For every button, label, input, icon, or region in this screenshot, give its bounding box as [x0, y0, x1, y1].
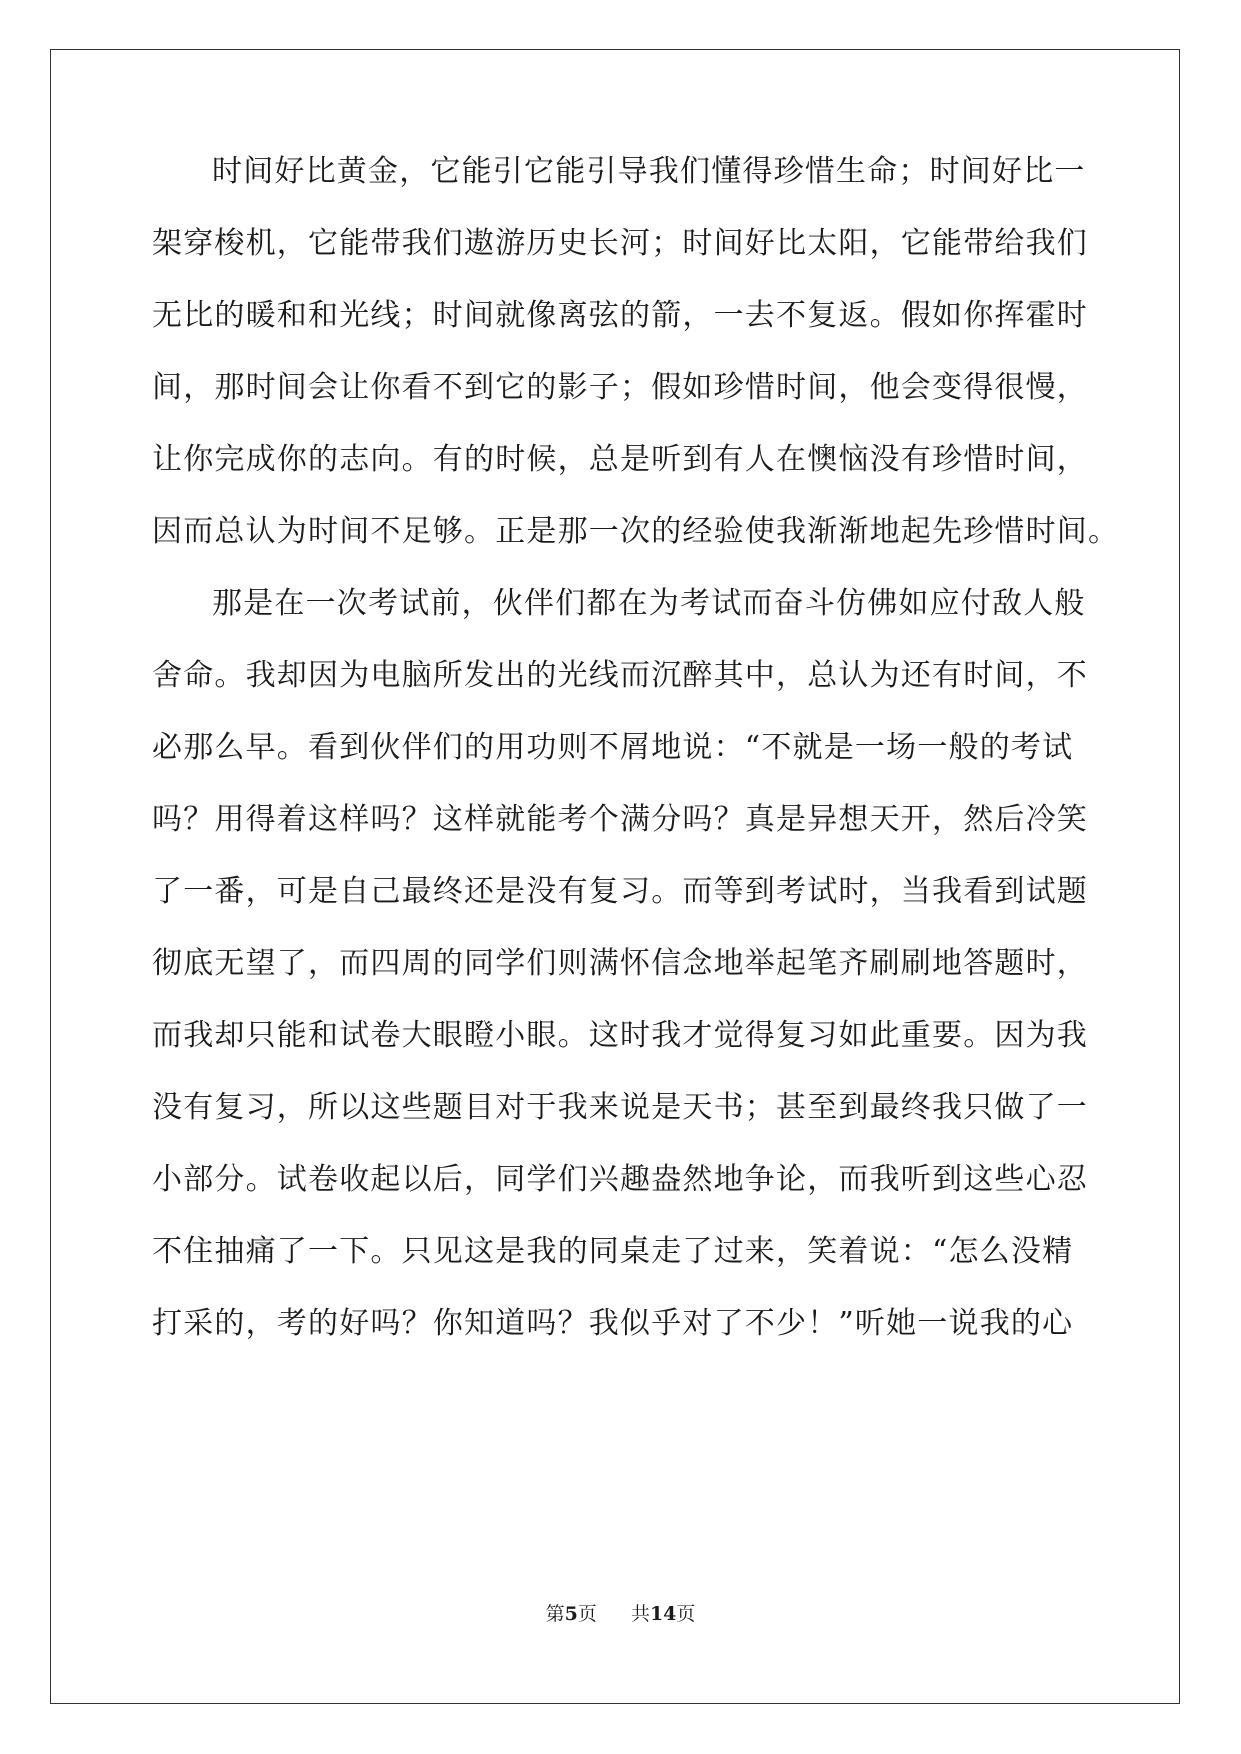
paragraph-line: 小部分。试卷收起以后，同学们兴趣盎然地争论，而我听到这些心忍 — [152, 1162, 1088, 1197]
page-footer — [0, 1602, 1241, 1626]
paragraph-line: 舍命。我却因为电脑所发出的光线而沉醉其中，总认为还有时间，不 — [152, 658, 1088, 693]
paragraph-line: 无比的暖和和光线；时间就像离弦的箭，一去不复返。假如你挥霍时 — [152, 298, 1088, 333]
paragraph-line: 而我却只能和试卷大眼瞪小眼。这时我才觉得复习如此重要。因为我 — [152, 1018, 1088, 1053]
paragraph-line: 架穿梭机，它能带我们遨游历史长河；时间好比太阳，它能带给我们 — [152, 226, 1088, 261]
page-number-label: 第5页 — [545, 1603, 597, 1625]
paragraph-line: 间，那时间会让你看不到它的影子；假如珍惜时间，他会变得很慢， — [152, 370, 1088, 405]
paragraph-line: 时间好比黄金，它能引它能引导我们懂得珍惜生命；时间好比一 — [212, 154, 1086, 189]
paragraph-line: 必那么早。看到伙伴们的用功则不屑地说：“不就是一场一般的考试 — [152, 730, 1074, 765]
paragraph-line: 没有复习，所以这些题目对于我来说是天书；甚至到最终我只做了一 — [152, 1090, 1088, 1125]
paragraph-line: 了一番，可是自己最终还是没有复习。而等到考试时，当我看到试题 — [152, 874, 1088, 909]
current-page-number: 5 — [564, 1603, 578, 1625]
paragraph-line: 因而总认为时间不足够。正是那一次的经验使我渐渐地起先珍惜时间。 — [152, 514, 1120, 549]
total-pages-label: 共14页 — [630, 1603, 696, 1625]
paragraph-line: 不住抽痛了一下。只见这是我的同桌走了过来，笑着说：“怎么没精 — [152, 1234, 1074, 1269]
paragraph-line: 吗？用得着这样吗？这样就能考个满分吗？真是异想天开，然后冷笑 — [152, 802, 1088, 837]
total-page-number: 14 — [649, 1603, 677, 1625]
paragraph-line: 打采的，考的好吗？你知道吗？我似乎对了不少！”听她一说我的心 — [152, 1306, 1074, 1341]
paragraph-line: 彻底无望了，而四周的同学们则满怀信念地举起笔齐刷刷地答题时， — [152, 946, 1088, 981]
paragraph-line: 那是在一次考试前，伙伴们都在为考试而奋斗仿佛如应付敌人般 — [212, 586, 1086, 621]
paragraph-line: 让你完成你的志向。有的时候，总是听到有人在懊恼没有珍惜时间， — [152, 442, 1088, 477]
